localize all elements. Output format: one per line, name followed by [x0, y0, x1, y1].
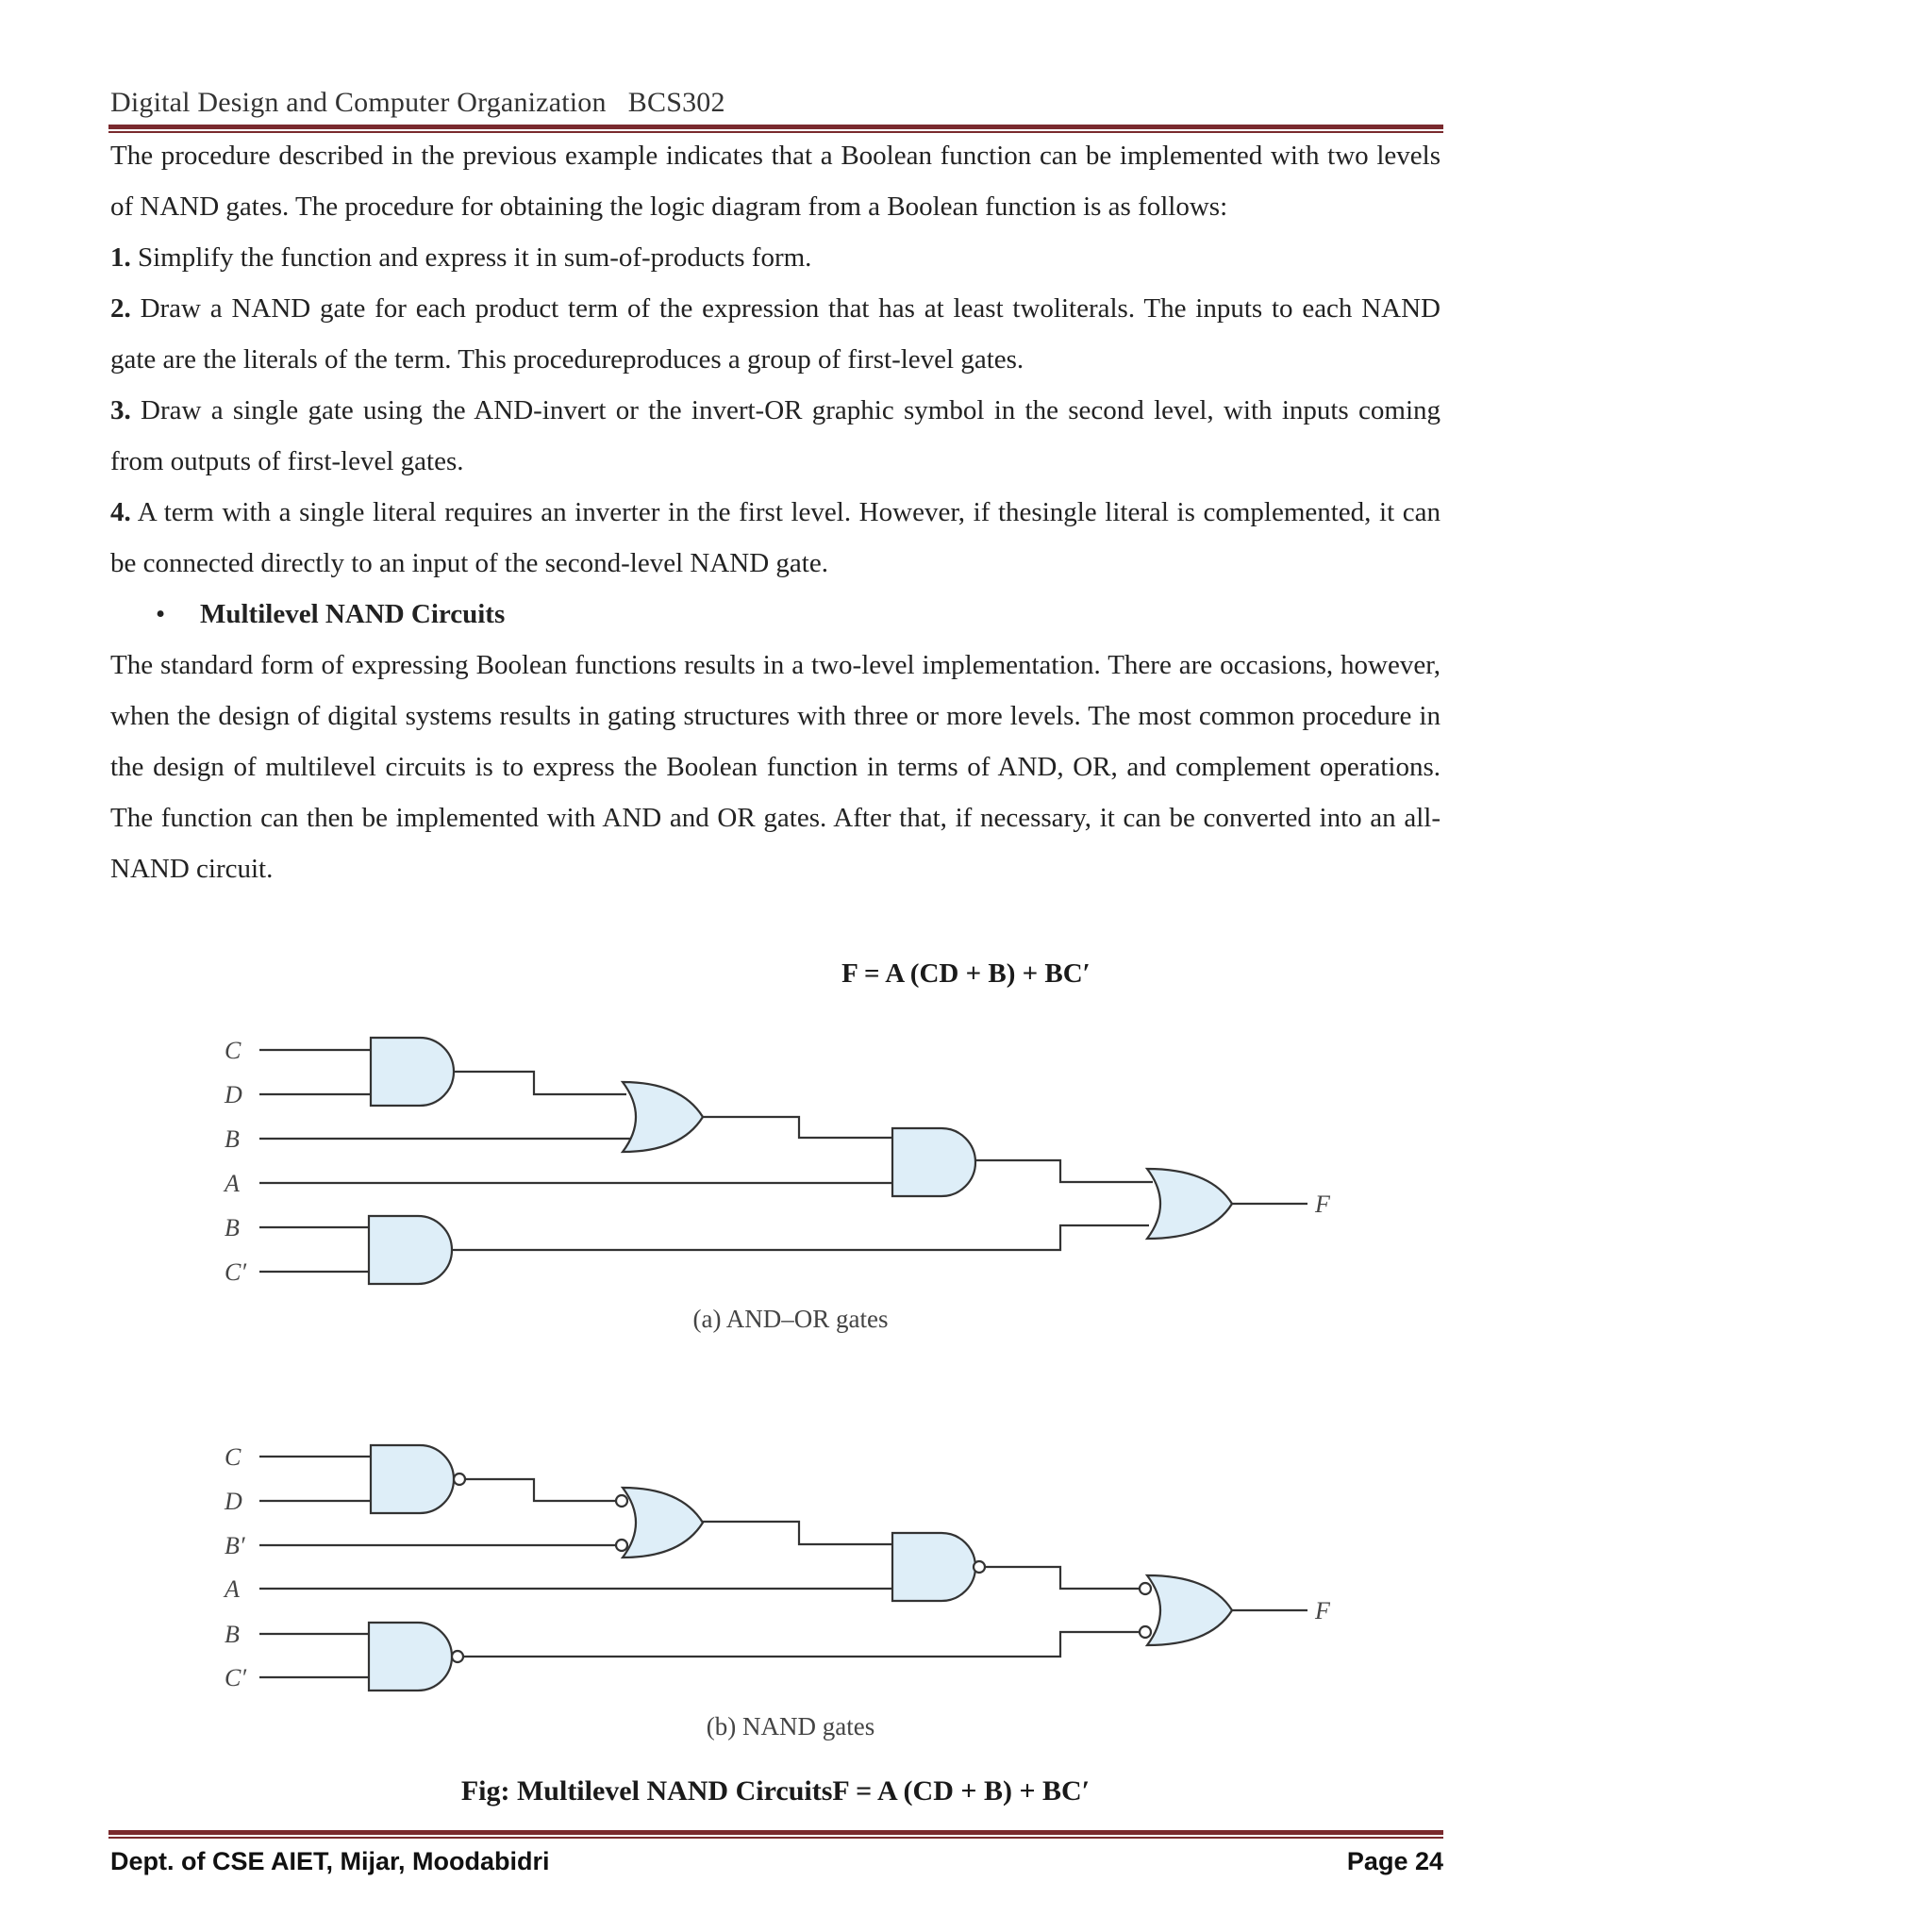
- input-label: A: [225, 1170, 240, 1197]
- inversion-bubble: [974, 1561, 985, 1573]
- wire: [466, 1479, 616, 1501]
- or-invert-gate-cd-b: [623, 1488, 703, 1557]
- nand-gate-cd: [371, 1445, 454, 1513]
- input-label: C′: [225, 1258, 247, 1286]
- wire: [985, 1567, 1140, 1589]
- wire: [453, 1072, 626, 1094]
- input-label: C′: [225, 1664, 247, 1691]
- input-label: B: [225, 1125, 240, 1153]
- input-label: B: [225, 1621, 240, 1648]
- wire: [259, 1457, 370, 1501]
- page-number: Page 24: [1346, 1847, 1443, 1875]
- input-label: D: [225, 1081, 242, 1108]
- wire: [464, 1632, 1140, 1657]
- circuit-and-or: [259, 1038, 1307, 1284]
- step-number: 2.: [110, 293, 131, 324]
- wire: [974, 1160, 1153, 1182]
- or-gate-cd-b: [623, 1082, 703, 1152]
- inversion-bubble: [616, 1495, 627, 1507]
- footer-rule-thin: [108, 1837, 1443, 1839]
- wire: [259, 1050, 370, 1094]
- input-label: C: [225, 1037, 242, 1064]
- input-label: C: [225, 1443, 242, 1471]
- step-number: 3.: [110, 395, 131, 425]
- footer-dept: Dept. of CSE AIET, Mijar, Moodabidri: [110, 1847, 550, 1875]
- caption-b: (b) NAND gates: [706, 1712, 875, 1740]
- or-gate-output: [1147, 1169, 1232, 1239]
- step-text: Draw a NAND gate for each product term of the expression that has at least twoliterals. The inputs to each NAND gate are the literals of the term. This procedureproduces a group of first-level gates.: [110, 293, 1441, 375]
- circuit-nand: [259, 1445, 1307, 1690]
- input-label: D: [225, 1488, 242, 1515]
- wire: [259, 1227, 370, 1272]
- output-label: F: [1315, 1191, 1330, 1218]
- step-text: A term with a single literal requires an inverter in the first level. However, if thesingle literal is complemented, it can be connected directly to an input of the second-level NAND gate.: [110, 497, 1441, 578]
- step-text: Draw a single gate using the AND-invert or the invert-OR graphic symbol in the second level, with inputs coming from outputs of first-level gates.: [110, 395, 1441, 476]
- input-label: B: [225, 1214, 240, 1241]
- wire: [259, 1634, 370, 1677]
- inversion-bubble: [1140, 1583, 1151, 1594]
- wire: [703, 1522, 892, 1544]
- step-number: 1.: [110, 242, 131, 273]
- header-title: Digital Design and Computer Organization BCS302: [110, 87, 725, 118]
- footer-rule: [108, 1830, 1443, 1835]
- input-label: B′: [225, 1532, 245, 1559]
- step-number: 4.: [110, 497, 131, 527]
- section-title: Multilevel NAND Circuits: [200, 599, 506, 629]
- multilevel-paragraph: The standard form of expressing Boolean functions results in a two-level implementation. There are occasions, however, when the design of digital systems results in gating structures with three or more levels. The most common procedure in the design of multilevel circuits is to express the Boolean function in terms of AND, OR, and complement operations. The function can then be implemented with AND and OR gates. After that, if necessary, it can be converted into an all-NAND circuit.: [110, 650, 1441, 884]
- input-label: A: [225, 1575, 240, 1603]
- inversion-bubble: [616, 1540, 627, 1551]
- or-invert-gate-output: [1147, 1575, 1232, 1645]
- nand-gate-bc: [369, 1623, 452, 1690]
- step-text: Simplify the function and express it in sum-of-products form.: [138, 242, 812, 273]
- caption-a: (a) AND–OR gates: [692, 1305, 889, 1333]
- nand-gate-a: [892, 1533, 975, 1601]
- and-gate-cd: [371, 1038, 454, 1106]
- output-label: F: [1315, 1597, 1330, 1624]
- intro-paragraph: The procedure described in the previous example indicates that a Boolean function can be implemented with two levels of NAND gates. The procedure for obtaining the logic diagram from a Boolean function is as follows:: [110, 141, 1441, 222]
- wire: [703, 1117, 892, 1138]
- inversion-bubble: [1140, 1626, 1151, 1638]
- and-gate-a: [892, 1128, 975, 1196]
- inversion-bubble: [452, 1651, 463, 1662]
- figure-caption: Fig: Multilevel NAND CircuitsF = A (CD + B) + BC′: [460, 1775, 1091, 1807]
- formula: F = A (CD + B) + BC′: [841, 958, 1091, 989]
- bullet-icon: •: [156, 599, 166, 629]
- and-gate-bc: [369, 1216, 452, 1284]
- inversion-bubble: [454, 1474, 465, 1485]
- wire: [451, 1225, 1149, 1250]
